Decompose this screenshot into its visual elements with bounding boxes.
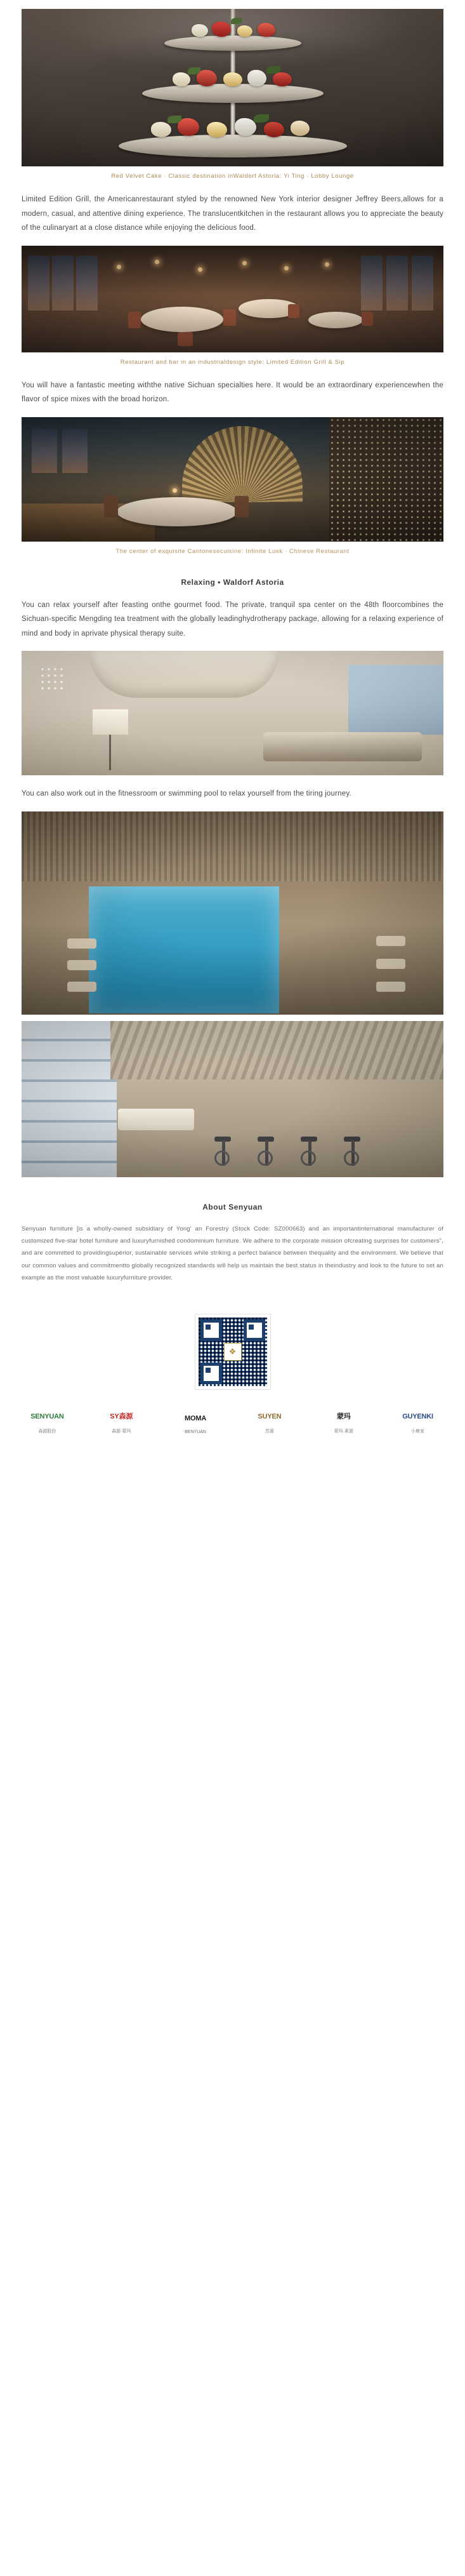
photo-chinese-restaurant: [22, 417, 443, 542]
page-bottom-spacer: [0, 1439, 465, 1456]
photo-vignette: [22, 811, 443, 1015]
figure-chinese-restaurant: [0, 417, 465, 556]
figure-caption: Restaurant and bar in an industrialdesign style: Limited Edition Grill & Sip: [120, 358, 345, 366]
text-block-sichuan: [0, 378, 465, 407]
photo-restaurant: [22, 246, 443, 352]
figure-swimming-pool: [0, 811, 465, 1015]
brand-subtitle: 森源·蒙玛: [112, 1429, 131, 1434]
photo-afternoon-tea: [22, 9, 443, 166]
paragraph-grill: Limited Edition Grill, the Americanrestaurant styled by the renowned New York interior designer Jeffrey Beers,allows for a modern, casual, and attentive dining experience. The translucentkitchen in the restaurant allows you to appreciate the beauty of the culinaryart at a close distance while enjoying the delicious food.: [22, 196, 443, 232]
figure-restaurant: [0, 246, 465, 367]
figure-afternoon-tea: [0, 9, 465, 181]
qr-center-logo: ❖: [224, 1343, 242, 1361]
photo-vignette: [22, 246, 443, 352]
photo-fitness-room: [22, 1021, 443, 1177]
photo-vignette: [22, 417, 443, 542]
qr-code[interactable]: [195, 1314, 271, 1390]
brand-logo-6: [382, 1409, 454, 1434]
brand-logo-1: [11, 1409, 83, 1434]
qr-finder-bottom-left: [200, 1363, 222, 1384]
brand-wordmark: SUYEN: [258, 1413, 282, 1421]
qr-finder-top-right: [244, 1319, 265, 1341]
qr-code-section: [0, 1314, 465, 1390]
text-block-grill: [0, 192, 465, 235]
text-block-relaxing: [0, 578, 465, 641]
figure-fitness-room: [0, 1021, 465, 1177]
figure-caption: The center of exquisite Cantonesecuisine: Infinite Lusk · Chinese Restaurant: [115, 547, 350, 555]
text-block-fitness: [0, 787, 465, 801]
brand-wordmark: SY森源: [110, 1413, 133, 1421]
brand-wordmark: MOMA: [185, 1415, 207, 1423]
qr-finder-top-left: [200, 1319, 222, 1341]
brand-logo-5: [308, 1409, 379, 1434]
brand-subtitle: BENYUAN: [185, 1429, 206, 1434]
figure-caption: Red Velvet Cake · Classic destination inWaldorf Astoria: Yi Ting · Lobby Lounge: [111, 173, 354, 180]
text-block-about: [0, 1203, 465, 1285]
figure-spa-suite: [0, 651, 465, 775]
brand-logo-4: [233, 1409, 305, 1434]
section-heading-about: About Senyuan: [202, 1202, 263, 1211]
photo-vignette: [22, 9, 443, 166]
brand-wordmark: GUYENKI: [402, 1413, 433, 1421]
paragraph-sichuan: You will have a fantastic meeting withthe native Sichuan specialties here. It would be an extraordinary experiencewhen the flavor of spice mixes with the broad horizon.: [22, 381, 443, 404]
paragraph-about: Senyuan furniture [is a wholly-owned subsidiary of Yong' an Forestry (Stock Code: SZ000663) and an importantinternational manufacturer of customized five-star hotel furniture and luxuryfurnished condominium furniture. We adhere to the corporate mission ofcreating surprises for customers", and are committed to providingsuperior, sustainable services while striking a perfect balance between thequality and the environment. We believe that our common values and commitmentto globally recognized standards will help us maintain the best status in theindustry and look to the future to set an example as the most valuable luxuryfurniture provider.: [22, 1225, 443, 1282]
photo-vignette: [22, 1021, 443, 1177]
photo-swimming-pool: [22, 811, 443, 1015]
photo-vignette: [22, 651, 443, 775]
paragraph-fitness: You can also work out in the fitnessroom or swimming pool to relax yourself from the tiring journey.: [22, 790, 351, 798]
brand-subtitle: 苏源: [265, 1429, 274, 1434]
brand-wordmark: SENYUAN: [30, 1413, 64, 1421]
brand-wordmark: 蒙玛: [336, 1413, 351, 1421]
photo-spa-suite: [22, 651, 443, 775]
brand-subtitle: 森源股份: [38, 1429, 56, 1434]
section-heading-relaxing: Relaxing • Waldorf Astoria: [181, 577, 284, 587]
paragraph-spa: You can relax yourself after feasting onthe gourmet food. The private, tranquil spa center on the 48th floorcombines the Sichuan-specific Mengding tea treatment with the globally leadinghydrotherapy package, allowing for a relaxing experience of mind and body in aprivate physical therapy suite.: [22, 601, 443, 637]
brand-subtitle: 小鹿家: [411, 1429, 425, 1434]
brand-logo-2: [86, 1409, 157, 1434]
brand-subtitle: 蒙玛·素源: [334, 1429, 353, 1434]
brand-logo-strip: [0, 1409, 465, 1439]
brand-logo-3: [160, 1411, 232, 1434]
